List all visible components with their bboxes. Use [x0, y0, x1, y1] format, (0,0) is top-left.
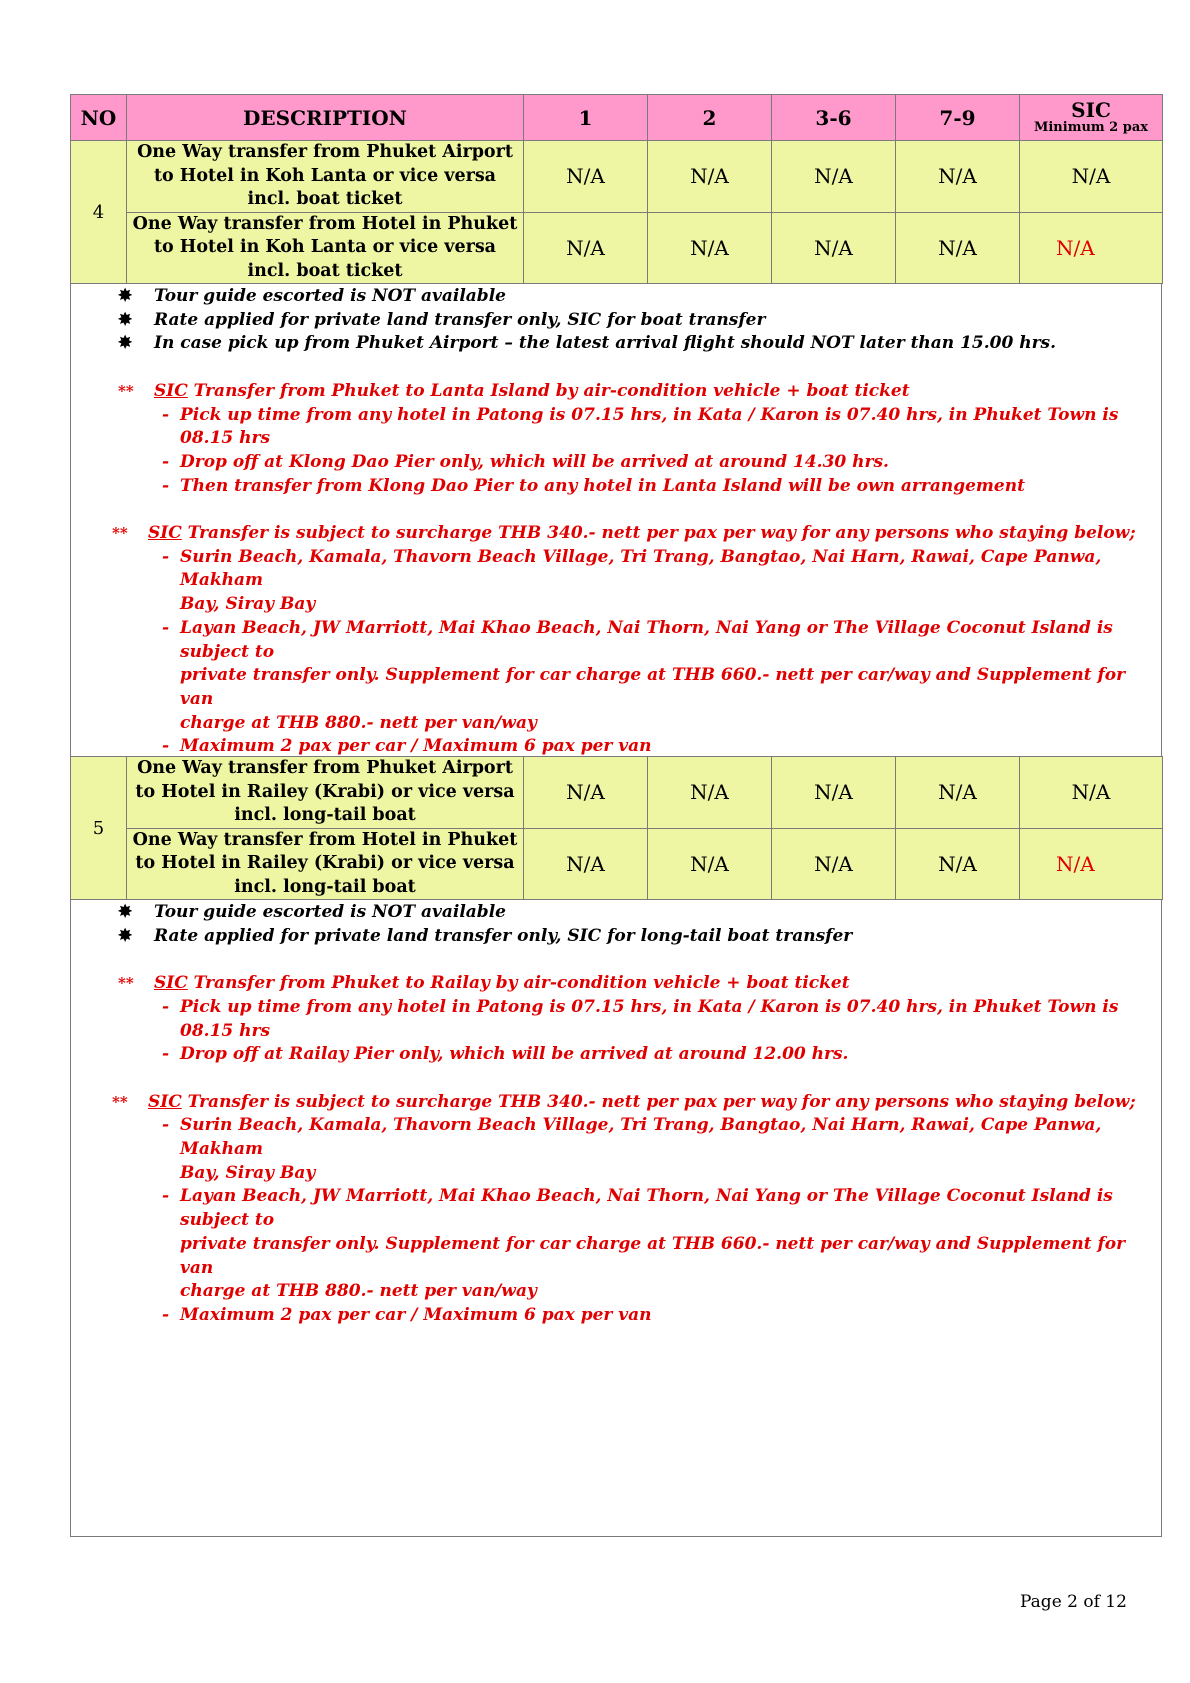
rate-value: N/A — [896, 212, 1020, 284]
row-description — [127, 757, 524, 829]
section-4-notes — [112, 285, 1148, 759]
note-marker: ** — [118, 974, 134, 993]
list-item: - Surin Beach, Kamala, Thavorn Beach Village, Tri Trang, Bangtao, Nai Harn, Rawai, Cape Panwa, Makham Bay, Siray Bay — [118, 546, 1148, 617]
list-item: - Drop off at Klong Dao Pier only, which will be arrived at around 14.30 hrs. — [162, 451, 889, 472]
desc-line: to Hotel in Railey (Krabi) or vice versa — [135, 853, 515, 873]
rate-value: N/A — [524, 757, 648, 829]
bullet-item — [118, 332, 1148, 356]
list-item: - Layan Beach, JW Marriott, Mai Khao Beach, Nai Thorn, Nai Yang or The Village Coconut Island is subject to private transfer only. Supplement for car charge at THB 660.- nett per car/way and Supplement for van charge at THB 880.- nett per van/way — [118, 617, 1148, 736]
note-heading — [112, 1091, 1148, 1115]
list-item: - Then transfer from Klong Dao Pier to any hotel in Lanta Island will be own arrangement — [162, 475, 1025, 496]
list-item-text: Surin Beach, Kamala, Thavorn Beach Village, Tri Trang, Bangtao, Nai Harn, Rawai, Cape Panwa, Makham — [180, 546, 1102, 591]
list-item-text: Then transfer from Klong Dao Pier to any hotel in Lanta Island will be own arrangement — [180, 475, 1025, 496]
list-item-text: Drop off at Klong Dao Pier only, which will be arrived at around 14.30 hrs. — [180, 451, 889, 472]
bullet-text: Tour guide escorted is NOT available — [154, 286, 506, 306]
sic-label: SIC — [148, 523, 182, 543]
header-sic-label: SIC — [1071, 98, 1111, 122]
note-marker: ** — [112, 524, 128, 542]
sic-label: SIC — [148, 1091, 182, 1112]
bullet-text: Rate applied for private land transfer only, SIC for boat transfer — [154, 309, 766, 330]
rate-value: N/A — [524, 828, 648, 900]
header-sic-sub: Minimum 2 pax — [1033, 120, 1149, 135]
row-description — [127, 141, 524, 213]
desc-line: incl. boat ticket — [247, 189, 403, 209]
asterisk-bullet-icon: ✸ — [118, 309, 133, 330]
header-sic — [1020, 95, 1163, 141]
row-description — [127, 212, 524, 284]
rate-value: N/A — [896, 828, 1020, 900]
sic-label: SIC — [154, 973, 188, 994]
desc-line: One Way transfer from Hotel in Phuket — [132, 829, 518, 850]
note-marker: ** — [118, 381, 134, 400]
desc-line: incl. boat ticket — [247, 260, 403, 281]
rate-value-sic: N/A — [1020, 828, 1163, 900]
page-number: Page 2 of 12 — [1020, 1592, 1127, 1612]
header-col-7-9: 7-9 — [896, 95, 1020, 141]
note-heading — [112, 522, 1148, 546]
bullet-text: Tour guide escorted is NOT available — [154, 902, 506, 922]
header-description: DESCRIPTION — [127, 95, 524, 141]
note-text: Transfer is subject to surcharge THB 340.- nett per pax per way for any persons who staying below; — [181, 523, 1136, 543]
note-text: Transfer from Phuket to Railay by air-condition vehicle + boat ticket — [187, 973, 850, 994]
table-row — [71, 828, 1163, 900]
table-header-row — [71, 95, 1163, 141]
list-item: - Maximum 2 pax per car / Maximum 6 pax per van — [118, 1304, 1148, 1328]
header-col-3-6: 3-6 — [772, 95, 896, 141]
rate-value: N/A — [772, 212, 896, 284]
rate-value: N/A — [896, 141, 1020, 213]
list-item-text: Bay, Siray Bay — [180, 594, 316, 615]
desc-line: incl. long-tail boat — [234, 805, 416, 825]
desc-line: to Hotel in Koh Lanta or vice versa — [153, 237, 497, 257]
table-row — [71, 757, 1163, 829]
rate-table-section-4 — [70, 94, 1163, 284]
row-description — [127, 828, 524, 900]
note-heading — [118, 380, 1148, 404]
list-item-text: Layan Beach, JW Marriott, Mai Khao Beach, Nai Thorn, Nai Yang or The Village Coconut Island is subject to — [180, 617, 1113, 662]
list-item-text: private transfer only. Supplement for car charge at THB 660.- nett per car/way and Supplement for van — [180, 1233, 1126, 1278]
desc-line: to Hotel in Koh Lanta or vice versa — [153, 165, 497, 186]
header-col-2: 2 — [648, 95, 772, 141]
rate-value: N/A — [772, 828, 896, 900]
desc-line: to Hotel in Railey (Krabi) or vice versa — [135, 781, 515, 802]
list-item-text: Bay, Siray Bay — [180, 1162, 316, 1183]
bullet-item — [118, 285, 1148, 309]
section-5-notes — [112, 901, 1148, 1328]
note-text: Transfer is subject to surcharge THB 340.- nett per pax per way for any persons who staying below; — [181, 1091, 1136, 1112]
desc-line: One Way transfer from Phuket Airport — [137, 142, 513, 162]
list-item: - Pick up time from any hotel in Patong is 07.15 hrs, in Kata / Karon is 07.40 hrs, in Phuket Town is 08.15 hrs — [162, 996, 1119, 1041]
note-text: Transfer from Phuket to Lanta Island by air-condition vehicle + boat ticket — [187, 380, 910, 401]
rate-value-sic: N/A — [1020, 757, 1163, 829]
list-item-text: Pick up time from any hotel in Patong is 07.15 hrs, in Kata / Karon is 07.40 hrs, in Phuket Town is 08.15 hrs — [180, 996, 1119, 1041]
row-number: 5 — [71, 757, 127, 900]
list-item-text: Drop off at Railay Pier only, which will be arrived at around 12.00 hrs. — [180, 1044, 849, 1065]
desc-line: One Way transfer from Hotel in Phuket — [132, 213, 518, 234]
row-number: 4 — [71, 141, 127, 284]
table-row — [71, 212, 1163, 284]
list-item-text: Layan Beach, JW Marriott, Mai Khao Beach, Nai Thorn, Nai Yang or The Village Coconut Island is subject to — [180, 1186, 1113, 1231]
list-item: - Drop off at Railay Pier only, which will be arrived at around 12.00 hrs. — [162, 1044, 849, 1065]
rate-value: N/A — [648, 141, 772, 213]
list-item-text: Pick up time from any hotel in Patong is 07.15 hrs, in Kata / Karon is 07.40 hrs, in Phuket Town is 08.15 hrs — [180, 404, 1119, 449]
note-heading — [118, 972, 1148, 996]
header-no: NO — [71, 95, 127, 141]
list-item-text: charge at THB 880.- nett per van/way — [180, 712, 537, 733]
asterisk-bullet-icon: ✸ — [118, 333, 133, 354]
list-item: - Maximum 2 pax per car / Maximum 6 pax per van — [118, 735, 1148, 759]
rate-value: N/A — [648, 212, 772, 284]
sic-label: SIC — [154, 380, 188, 401]
rate-value: N/A — [524, 141, 648, 213]
bullet-item — [118, 925, 1148, 949]
list-item-text: private transfer only. Supplement for car charge at THB 660.- nett per car/way and Supplement for van — [180, 665, 1126, 709]
asterisk-bullet-icon: ✸ — [118, 902, 133, 922]
bullet-text: Rate applied for private land transfer only, SIC for long-tail boat transfer — [154, 925, 853, 946]
asterisk-bullet-icon: ✸ — [118, 286, 133, 306]
list-item: - Layan Beach, JW Marriott, Mai Khao Beach, Nai Thorn, Nai Yang or The Village Coconut Island is subject to private transfer only. Supplement for car charge at THB 660.- nett per car/way and Supplement for van charge at THB 880.- nett per van/way — [118, 1185, 1148, 1304]
rate-value: N/A — [648, 828, 772, 900]
rate-value: N/A — [772, 757, 896, 829]
list-item-text: charge at THB 880.- nett per van/way — [180, 1281, 537, 1302]
rate-value: N/A — [524, 212, 648, 284]
rate-value: N/A — [648, 757, 772, 829]
list-item: - Pick up time from any hotel in Patong is 07.15 hrs, in Kata / Karon is 07.40 hrs, in Phuket Town is 08.15 hrs — [162, 404, 1119, 449]
bullet-item — [118, 309, 1148, 333]
desc-line: One Way transfer from Phuket Airport — [137, 758, 513, 778]
list-item: - Surin Beach, Kamala, Thavorn Beach Village, Tri Trang, Bangtao, Nai Harn, Rawai, Cape Panwa, Makham Bay, Siray Bay — [118, 1114, 1148, 1185]
table-row — [71, 141, 1163, 213]
asterisk-bullet-icon: ✸ — [118, 925, 133, 946]
list-item-text: Maximum 2 pax per car / Maximum 6 pax per van — [180, 1304, 652, 1325]
bullet-item — [118, 901, 1148, 925]
list-item-text: Maximum 2 pax per car / Maximum 6 pax per van — [180, 736, 652, 757]
rate-value: N/A — [772, 141, 896, 213]
header-col-1: 1 — [524, 95, 648, 141]
desc-line: incl. long-tail boat — [234, 876, 416, 897]
rate-value-sic: N/A — [1020, 141, 1163, 213]
rate-value-sic: N/A — [1020, 212, 1163, 284]
note-marker: ** — [112, 1092, 128, 1111]
bullet-text: In case pick up from Phuket Airport – the latest arrival flight should NOT later than 15.00 hrs. — [154, 333, 1057, 354]
list-item-text: Surin Beach, Kamala, Thavorn Beach Village, Tri Trang, Bangtao, Nai Harn, Rawai, Cape Panwa, Makham — [180, 1115, 1102, 1159]
rate-table-section-5 — [70, 756, 1163, 900]
rate-value: N/A — [896, 757, 1020, 829]
